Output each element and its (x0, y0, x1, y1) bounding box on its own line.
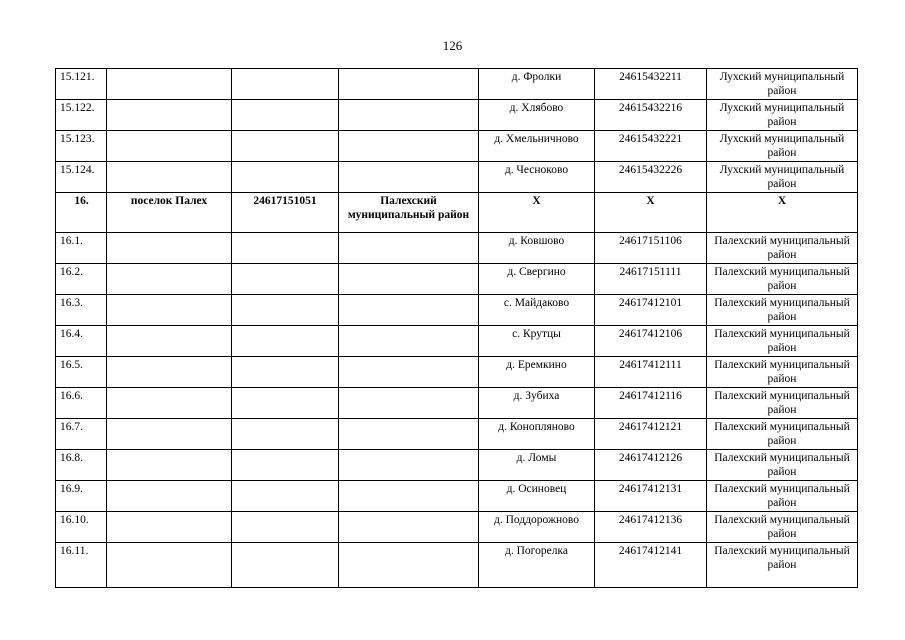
table-row (56, 543, 858, 588)
cell-district (339, 131, 479, 162)
cell-settlement (107, 388, 232, 419)
cell-settlement-code (232, 69, 339, 100)
cell-district (339, 233, 479, 264)
cell-locality: д. Фролки (479, 69, 595, 100)
cell-settlement (107, 162, 232, 193)
table-row (56, 481, 858, 512)
cell-oktmo-code: 24617412121 (595, 419, 707, 450)
cell-locality: д. Зубиха (479, 388, 595, 419)
cell-locality: д. Чесноково (479, 162, 595, 193)
table-row (56, 419, 858, 450)
cell-municipality: Палехский муниципальный район (707, 388, 858, 419)
cell-district (339, 295, 479, 326)
table-row (56, 131, 858, 162)
cell-number: 16.7. (56, 419, 107, 450)
cell-district (339, 543, 479, 588)
table-row (56, 162, 858, 193)
table-row (56, 450, 858, 481)
cell-number: 16.3. (56, 295, 107, 326)
cell-settlement-code: 24617151051 (232, 193, 339, 233)
cell-municipality: Лухский муниципальный район (707, 131, 858, 162)
cell-number: 15.123. (56, 131, 107, 162)
cell-district (339, 357, 479, 388)
cell-settlement (107, 419, 232, 450)
cell-locality: д. Хмельничново (479, 131, 595, 162)
cell-oktmo-code: 24617412126 (595, 450, 707, 481)
cell-settlement (107, 131, 232, 162)
cell-municipality: Палехский муниципальный район (707, 233, 858, 264)
cell-settlement-code (232, 264, 339, 295)
cell-settlement-code (232, 100, 339, 131)
cell-settlement (107, 512, 232, 543)
cell-locality: д. Поддорожново (479, 512, 595, 543)
cell-locality: д. Погорелка (479, 543, 595, 588)
table-row (56, 69, 858, 100)
cell-locality: д. Свергино (479, 264, 595, 295)
cell-oktmo-code: 24617412106 (595, 326, 707, 357)
cell-oktmo-code: 24615432211 (595, 69, 707, 100)
table-row (56, 295, 858, 326)
cell-municipality: Палехский муниципальный район (707, 512, 858, 543)
cell-settlement-code (232, 233, 339, 264)
cell-municipality: Палехский муниципальный район (707, 295, 858, 326)
cell-municipality: Палехский муниципальный район (707, 419, 858, 450)
cell-number: 16.11. (56, 543, 107, 588)
cell-oktmo-code: 24617151111 (595, 264, 707, 295)
cell-settlement (107, 264, 232, 295)
cell-number: 16.6. (56, 388, 107, 419)
table-row (56, 512, 858, 543)
cell-settlement (107, 450, 232, 481)
cell-settlement (107, 326, 232, 357)
cell-settlement-code (232, 326, 339, 357)
cell-oktmo-code: 24617412141 (595, 543, 707, 588)
cell-municipality: Палехский муниципальный район (707, 450, 858, 481)
cell-locality: д. Конопляново (479, 419, 595, 450)
cell-settlement-code (232, 388, 339, 419)
cell-municipality: Палехский муниципальный район (707, 326, 858, 357)
cell-oktmo-code: 24617412131 (595, 481, 707, 512)
cell-municipality: Палехский муниципальный район (707, 543, 858, 588)
cell-number: 16. (56, 193, 107, 233)
cell-oktmo-code: Х (595, 193, 707, 233)
cell-number: 16.8. (56, 450, 107, 481)
cell-locality: д. Ломы (479, 450, 595, 481)
cell-settlement-code (232, 131, 339, 162)
cell-settlement (107, 100, 232, 131)
cell-locality: с. Крутцы (479, 326, 595, 357)
cell-municipality: Палехский муниципальный район (707, 357, 858, 388)
cell-settlement-code (232, 450, 339, 481)
cell-settlement (107, 481, 232, 512)
cell-settlement-code (232, 162, 339, 193)
cell-locality: д. Ковшово (479, 233, 595, 264)
table-row (56, 326, 858, 357)
cell-district (339, 481, 479, 512)
cell-municipality: Лухский муниципальный район (707, 69, 858, 100)
table-row-settlement (56, 193, 858, 233)
cell-settlement-code (232, 512, 339, 543)
table-row (56, 357, 858, 388)
cell-settlement (107, 295, 232, 326)
cell-municipality: Лухский муниципальный район (707, 162, 858, 193)
table-row (56, 100, 858, 131)
cell-locality: Х (479, 193, 595, 233)
table-body (56, 69, 858, 588)
cell-settlement-code (232, 419, 339, 450)
cell-oktmo-code: 24617412136 (595, 512, 707, 543)
cell-number: 16.5. (56, 357, 107, 388)
cell-district (339, 326, 479, 357)
cell-number: 16.1. (56, 233, 107, 264)
cell-municipality: Лухский муниципальный район (707, 100, 858, 131)
cell-municipality: Х (707, 193, 858, 233)
cell-district: Палехский муниципальный район (339, 193, 479, 233)
cell-locality: д. Осиновец (479, 481, 595, 512)
cell-district (339, 100, 479, 131)
cell-oktmo-code: 24617412111 (595, 357, 707, 388)
cell-locality: с. Майдаково (479, 295, 595, 326)
cell-oktmo-code: 24617412101 (595, 295, 707, 326)
cell-municipality: Палехский муниципальный район (707, 264, 858, 295)
cell-locality: д. Хлябово (479, 100, 595, 131)
cell-settlement-code (232, 481, 339, 512)
cell-oktmo-code: 24617151106 (595, 233, 707, 264)
page-number: 126 (442, 38, 463, 53)
cell-district (339, 264, 479, 295)
cell-settlement-code (232, 357, 339, 388)
cell-settlement (107, 543, 232, 588)
cell-district (339, 162, 479, 193)
cell-district (339, 69, 479, 100)
cell-district (339, 419, 479, 450)
cell-oktmo-code: 24617412116 (595, 388, 707, 419)
cell-number: 16.9. (56, 481, 107, 512)
cell-number: 16.2. (56, 264, 107, 295)
cell-municipality: Палехский муниципальный район (707, 481, 858, 512)
cell-locality: д. Еремкино (479, 357, 595, 388)
settlements-table (55, 68, 858, 588)
cell-district (339, 512, 479, 543)
cell-oktmo-code: 24615432226 (595, 162, 707, 193)
cell-number: 16.4. (56, 326, 107, 357)
table-row (56, 264, 858, 295)
cell-number: 15.122. (56, 100, 107, 131)
cell-settlement: поселок Палех (107, 193, 232, 233)
cell-oktmo-code: 24615432216 (595, 100, 707, 131)
cell-settlement-code (232, 543, 339, 588)
cell-settlement-code (232, 295, 339, 326)
cell-number: 15.124. (56, 162, 107, 193)
cell-district (339, 450, 479, 481)
cell-settlement (107, 69, 232, 100)
cell-oktmo-code: 24615432221 (595, 131, 707, 162)
cell-settlement (107, 233, 232, 264)
cell-settlement (107, 357, 232, 388)
table-row (56, 233, 858, 264)
cell-number: 15.121. (56, 69, 107, 100)
cell-number: 16.10. (56, 512, 107, 543)
table-row (56, 388, 858, 419)
cell-district (339, 388, 479, 419)
